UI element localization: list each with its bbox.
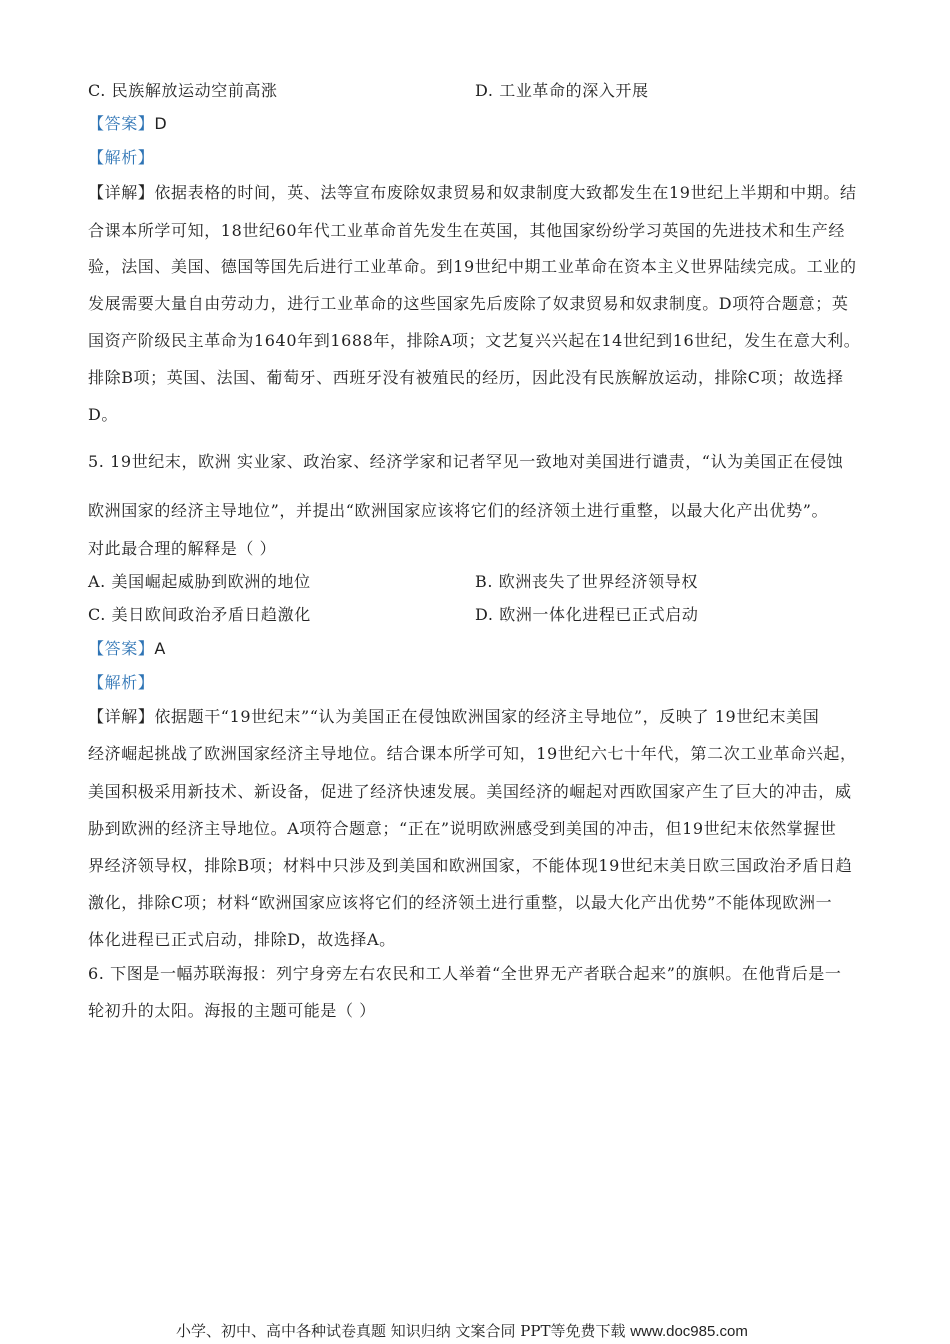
q5-answer [88, 639, 878, 659]
answer-value: D [154, 114, 168, 133]
q5-stem-line-2: 欧洲国家的经济主导地位”，并提出“欧洲国家应该将它们的经济领土进行重整，以最大化产出优势”。 [88, 501, 829, 520]
q5-detail-line-3: 美国积极采用新技术、新设备，促进了经济快速发展。美国经济的崛起对西欧国家产生了巨大的冲击，威 [88, 782, 852, 801]
q4-analysis-label: 【解析】 [88, 148, 155, 167]
q5-detail-line-6: 激化，排除C项；材料“欧洲国家应该将它们的经济领土进行重整，以最大化产出优势”不能体现欧洲一 [88, 893, 833, 912]
q4-detail-line-5: 国资产阶级民主革命为1640年到1688年，排除A项；文艺复兴兴起在14世纪到16世纪，发生在意大利。 [88, 331, 861, 350]
q4-detail-line-1: 【详解】依据表格的时间，英、法等宣布废除奴隶贸易和奴隶制度大致都发生在19世纪上半期和中期。结 [88, 183, 857, 202]
q5-option-d: D. 欧洲一体化进程已正式启动 [475, 605, 699, 624]
q6-stem-line-1: 6. 下图是一幅苏联海报：列宁身旁左右农民和工人举着“全世界无产者联合起来”的旗帜。在他背后是一 [88, 964, 842, 983]
q5-option-c: C. 美日欧间政治矛盾日趋激化 [88, 605, 311, 624]
q5-option-a: A. 美国崛起威胁到欧洲的地位 [88, 572, 311, 591]
detail-label: 【详解】 [88, 183, 155, 202]
answer-value: A [154, 639, 166, 658]
q4-option-c: C. 民族解放运动空前高涨 [88, 81, 278, 100]
q4-detail-line-4: 发展需要大量自由劳动力，进行工业革命的这些国家先后废除了奴隶贸易和奴隶制度。D项符合题意；英 [88, 294, 849, 313]
answer-label: 【答案】 [88, 114, 155, 133]
q4-option-d: D. 工业革命的深入开展 [475, 81, 649, 100]
q5-stem-line-3: 对此最合理的解释是（ ） [88, 539, 277, 558]
footer-site-link[interactable]: www.doc985.com [630, 1323, 748, 1340]
q5-detail-line-5: 界经济领导权，排除B项；材料中只涉及到美国和欧洲国家，不能体现19世纪末美日欧三国政治矛盾日趋 [88, 856, 853, 875]
q5-analysis-label: 【解析】 [88, 673, 155, 692]
q5-detail-line-4: 胁到欧洲的经济主导地位。A项符合题意；“正在”说明欧洲感受到美国的冲击，但19世纪末依然掌握世 [88, 819, 837, 838]
q4-detail-line-2: 合课本所学可知，18世纪60年代工业革命首先发生在英国，其他国家纷纷学习英国的先进技术和生产经 [88, 221, 845, 240]
answer-label: 【答案】 [88, 639, 155, 658]
q4-detail-line-6: 排除B项；英国、法国、葡萄牙、西班牙没有被殖民的经历，因此没有民族解放运动，排除C项；故选择 [88, 368, 844, 387]
q4-answer [88, 114, 878, 134]
q5-option-b: B. 欧洲丧失了世界经济领导权 [475, 572, 698, 591]
q6-stem-line-2: 轮初升的太阳。海报的主题可能是（ ） [88, 1001, 376, 1020]
q5-stem-line-1: 5. 19世纪末，欧洲 实业家、政治家、经济学家和记者罕见一致地对美国进行谴责，“认为美国正在侵蚀 [88, 452, 844, 471]
footer-text: 小学、初中、高中各种试卷真题 知识归纳 文案合同 PPT等免费下载 [176, 1322, 626, 1340]
detail-label: 【详解】 [88, 707, 155, 726]
page-footer [176, 1322, 748, 1341]
q4-detail-line-3: 验，法国、美国、德国等国先后进行工业革命。到19世纪中期工业革命在资本主义世界陆续完成。工业的 [88, 257, 857, 276]
q5-detail-line-7: 体化进程已正式启动，排除D，故选择A。 [88, 930, 396, 949]
q5-detail-line-1: 【详解】依据题干“19世纪末”“认为美国正在侵蚀欧洲国家的经济主导地位”，反映了 19世纪末美国 [88, 707, 820, 726]
q4-detail-line-7: D。 [88, 405, 119, 424]
q5-detail-line-2: 经济崛起挑战了欧洲国家经济主导地位。结合课本所学可知，19世纪六七十年代，第二次工业革命兴起， [88, 744, 857, 763]
